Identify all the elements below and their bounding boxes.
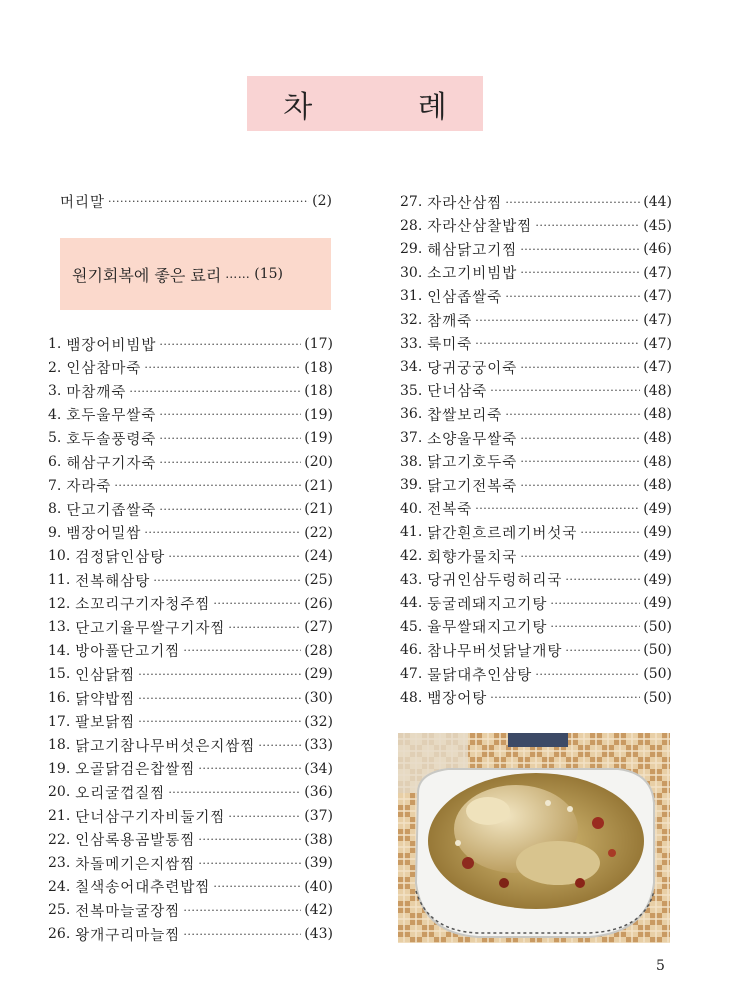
dot-leader	[505, 408, 640, 421]
toc-entry-number: 41.	[400, 524, 423, 541]
toc-entry-name: 룩미죽	[427, 337, 473, 354]
toc-entry-name: 뱀장어탕	[427, 691, 488, 708]
toc-entry-name: 호두솔풍령죽	[66, 431, 157, 448]
toc-entry-page: (2)	[312, 193, 332, 209]
dot-leader	[535, 219, 640, 232]
toc-entry-number: 7.	[48, 477, 62, 494]
toc-entry-number: 43.	[400, 571, 423, 588]
toc-entry-name: 인삼닭찜	[75, 667, 136, 684]
toc-entry[interactable]	[48, 711, 333, 733]
toc-entry-name: 전복마늘굴장찜	[75, 903, 181, 920]
dot-leader	[159, 456, 301, 469]
toc-entry-number: 6.	[48, 454, 62, 470]
toc-entry[interactable]	[400, 569, 672, 591]
toc-entry-page: (45)	[643, 217, 672, 234]
toc-entry[interactable]	[48, 899, 333, 921]
toc-entry[interactable]	[400, 639, 672, 661]
toc-entry[interactable]	[48, 333, 333, 355]
toc-entry[interactable]	[400, 309, 672, 331]
toc-entry-number: 18.	[48, 737, 71, 754]
toc-entry[interactable]	[400, 333, 672, 355]
toc-entry-page: (21)	[304, 501, 333, 518]
dot-leader	[475, 502, 640, 515]
toc-entry-number: 20.	[48, 784, 71, 801]
dish-photo	[398, 733, 670, 943]
toc-entry-name: 자라산삼찜	[427, 195, 503, 212]
toc-entry-name: 참나무버섯닭날개탕	[427, 643, 563, 660]
toc-entry-name: 소꼬리구기자청주찜	[75, 597, 211, 614]
toc-entry-page: (49)	[643, 571, 672, 588]
toc-entry-number: 19.	[48, 760, 71, 777]
toc-entry-page: (47)	[643, 335, 672, 352]
toc-entry-page: (49)	[643, 595, 672, 612]
toc-entry-page: (30)	[304, 690, 333, 706]
toc-entry-page: (48)	[643, 453, 672, 470]
dot-leader	[138, 715, 301, 728]
section-page: (15)	[254, 266, 284, 282]
toc-entry-page: (20)	[304, 454, 333, 470]
toc-entry-number: 45.	[400, 618, 423, 635]
toc-entry-number: 47.	[400, 666, 423, 682]
toc-entry-number: 13.	[48, 619, 71, 636]
toc-entry[interactable]	[400, 191, 672, 213]
toc-entry[interactable]	[48, 569, 333, 591]
toc-entry[interactable]	[400, 545, 672, 567]
toc-entry-page: (50)	[643, 689, 672, 706]
dot-leader	[505, 290, 640, 303]
toc-entry[interactable]	[400, 262, 672, 284]
toc-entry-name: 인삼좁쌀죽	[427, 289, 503, 306]
toc-entry-page: (24)	[304, 548, 333, 565]
toc-entry-name: 뱀장어비빔밥	[66, 337, 157, 354]
toc-entry-name: 찹쌀보리죽	[427, 407, 503, 424]
toc-entry-page: (21)	[304, 477, 333, 494]
toc-entry[interactable]	[48, 687, 333, 709]
dot-leader	[550, 597, 640, 610]
toc-entry-name: 단너삼죽	[427, 384, 488, 401]
toc-entry-page: (26)	[304, 595, 333, 612]
toc-entry-name: 당귀궁궁이죽	[427, 360, 518, 377]
toc-entry-page: (48)	[643, 406, 672, 423]
toc-entry-page: (22)	[304, 524, 333, 541]
toc-entry-number: 21.	[48, 808, 71, 824]
toc-entry[interactable]	[400, 451, 672, 473]
toc-entry-page: (40)	[304, 878, 333, 895]
toc-entry-number: 31.	[400, 288, 423, 305]
dot-leader	[520, 550, 640, 563]
dot-leader	[198, 833, 301, 846]
page-number: 5	[656, 958, 665, 974]
toc-entry-page: (50)	[643, 642, 672, 659]
toc-entry-name: 팔보닭찜	[75, 715, 136, 732]
toc-entry-number: 34.	[400, 359, 423, 376]
dot-leader	[159, 338, 301, 351]
toc-entry-number: 23.	[48, 855, 71, 872]
toc-entry[interactable]	[48, 380, 333, 402]
toc-entry-number: 40.	[400, 500, 423, 517]
toc-entry-page: (47)	[643, 312, 672, 328]
toc-entry[interactable]	[48, 758, 333, 780]
dot-leader	[183, 644, 301, 657]
toc-entry-name: 닭약밥찜	[75, 691, 136, 708]
toc-entry-page: (32)	[304, 713, 333, 730]
dot-leader	[153, 574, 301, 587]
toc-entry[interactable]	[400, 427, 672, 449]
toc-entry-number: 30.	[400, 264, 423, 281]
toc-entry-number: 1.	[48, 336, 62, 352]
page-title: 차 례	[283, 89, 495, 125]
toc-entry-number: 32.	[400, 312, 423, 328]
dot-leader	[144, 526, 301, 539]
dot-leader	[159, 503, 301, 516]
toc-entry-name: 자라죽	[66, 479, 112, 496]
toc-entry[interactable]	[48, 357, 333, 379]
toc-entry-page: (34)	[304, 760, 333, 777]
toc-entry-page: (17)	[304, 336, 333, 352]
toc-entry-name: 당귀인삼두렁허리국	[427, 573, 563, 590]
toc-entry[interactable]	[400, 592, 672, 614]
toc-entry-number: 33.	[400, 335, 423, 352]
dot-leader	[520, 479, 640, 492]
toc-entry[interactable]	[48, 404, 333, 426]
toc-entry-name: 소양울무쌀죽	[427, 431, 518, 448]
toc-entry[interactable]	[48, 734, 333, 756]
toc-entry-number: 16.	[48, 690, 71, 706]
toc-entry-page: (37)	[304, 808, 333, 824]
dot-leader	[490, 691, 640, 704]
toc-entry-name: 율무쌀돼지고기탕	[427, 620, 548, 637]
toc-entry-number: 46.	[400, 642, 423, 659]
toc-entry-name: 단고기율무쌀구기자찜	[75, 620, 226, 637]
toc-entry[interactable]	[48, 876, 333, 898]
toc-entry-name: 참깨죽	[427, 313, 473, 330]
toc-entry-page: (46)	[643, 241, 672, 258]
toc-entry-page: (43)	[304, 926, 333, 942]
dot-leader	[198, 857, 301, 870]
toc-entry-number: 9.	[48, 524, 62, 541]
toc-entry[interactable]	[48, 923, 333, 945]
toc-entry-name: 검정닭인삼탕	[75, 549, 166, 566]
toc-entry-number: 24.	[48, 878, 71, 895]
toc-entry-page: (47)	[643, 288, 672, 305]
toc-entry-page: (48)	[643, 430, 672, 446]
toc-entry-name: 호두울무쌀죽	[66, 408, 157, 425]
toc-entry-number: 17.	[48, 713, 71, 730]
dot-leader	[144, 361, 301, 374]
section-title: 원기회복에 좋은 료리	[72, 265, 222, 285]
toc-entry-name: 인삼록용곰발통찜	[75, 833, 196, 850]
title-box	[247, 76, 495, 131]
toc-entry-number: 14.	[48, 642, 71, 659]
toc-entry-name: 닭고기전복죽	[427, 478, 518, 495]
dot-leader	[520, 432, 640, 445]
section-dot-leader: ……	[225, 267, 251, 281]
toc-entry-page: (48)	[643, 477, 672, 494]
dot-leader	[228, 621, 301, 634]
toc-entry-number: 11.	[48, 572, 71, 588]
toc-entry-number: 10.	[48, 548, 71, 565]
dot-leader	[258, 739, 301, 752]
toc-entry[interactable]	[48, 498, 333, 520]
toc-entry-name: 물닭대추인삼탕	[427, 667, 533, 684]
dot-leader	[475, 337, 640, 350]
dot-leader	[520, 266, 640, 279]
toc-entry[interactable]	[400, 403, 672, 425]
toc-entry-name: 닭고기호두죽	[427, 455, 518, 472]
toc-entry-name: 자라산삼찰밥찜	[427, 219, 533, 236]
dot-leader	[228, 810, 301, 823]
toc-entry-name: 소고기비빔밥	[427, 266, 518, 283]
toc-entry-name: 단너삼구기자비둘기찜	[75, 809, 226, 826]
toc-entry-page: (19)	[304, 430, 333, 447]
dot-leader	[565, 573, 640, 586]
toc-entry[interactable]	[400, 687, 672, 709]
dot-leader	[159, 408, 301, 421]
toc-entry-number: 25.	[48, 902, 71, 919]
dot-leader	[520, 243, 640, 256]
toc-entry-page: (47)	[643, 359, 672, 376]
dot-leader	[520, 455, 640, 468]
toc-entry[interactable]	[48, 616, 333, 638]
dish-photo-illustration	[398, 733, 670, 943]
toc-entry[interactable]	[48, 663, 333, 685]
toc-entry-number: 36.	[400, 406, 423, 423]
toc-entry-number: 2.	[48, 359, 62, 376]
toc-entry-page: (28)	[304, 642, 333, 659]
toc-entry-page: (49)	[643, 524, 672, 541]
dot-leader	[550, 620, 640, 633]
toc-entry-page: (47)	[643, 264, 672, 281]
toc-entry-page: (36)	[304, 784, 333, 801]
toc-entry-page: (18)	[304, 359, 333, 376]
toc-entry-preface[interactable]	[60, 190, 332, 212]
toc-entry-name: 단고기좁쌀죽	[66, 502, 157, 519]
dot-leader	[168, 786, 301, 799]
toc-entry-name: 오리굴껍질찜	[75, 785, 166, 802]
toc-entry-page: (29)	[304, 666, 333, 683]
dot-leader	[168, 550, 301, 563]
toc-entry-page: (25)	[304, 572, 333, 588]
toc-entry-name: 마참깨죽	[66, 384, 127, 401]
toc-entry[interactable]	[400, 474, 672, 496]
dot-leader	[108, 195, 309, 208]
toc-entry[interactable]	[48, 475, 333, 497]
toc-entry-page: (39)	[304, 855, 333, 872]
toc-entry-number: 37.	[400, 430, 423, 446]
toc-entry-page: (50)	[643, 666, 672, 682]
toc-entry-page: (50)	[643, 618, 672, 635]
toc-entry-number: 29.	[400, 241, 423, 258]
dot-leader	[138, 692, 301, 705]
toc-entry-name: 해삼닭고기찜	[427, 242, 518, 259]
dot-leader	[129, 385, 301, 398]
toc-entry[interactable]	[48, 781, 333, 803]
toc-entry-number: 39.	[400, 477, 423, 494]
toc-entry[interactable]	[48, 829, 333, 851]
dot-leader	[505, 196, 640, 209]
toc-entry[interactable]	[48, 805, 333, 827]
toc-entry-page: (44)	[643, 194, 672, 210]
toc-entry[interactable]	[48, 451, 333, 473]
toc-entry[interactable]	[400, 616, 672, 638]
toc-entry-number: 28.	[400, 217, 423, 234]
dot-leader	[159, 432, 301, 445]
toc-entry-number: 38.	[400, 453, 423, 470]
toc-entry-page: (49)	[643, 548, 672, 564]
toc-entry[interactable]	[400, 663, 672, 685]
toc-entry[interactable]	[48, 427, 333, 449]
dot-leader	[213, 880, 301, 893]
toc-entry-name: 닭고기참나무버섯은지쌈찜	[75, 738, 256, 755]
toc-entry[interactable]	[400, 215, 672, 237]
toc-entry-name: 전복해삼탕	[75, 573, 151, 590]
toc-entry-name: 닭간흰흐르레기버섯국	[427, 525, 578, 542]
toc-entry-number: 5.	[48, 430, 62, 447]
dot-leader	[535, 668, 640, 681]
toc-entry-number: 35.	[400, 382, 423, 399]
toc-entry-number: 8.	[48, 501, 62, 518]
toc-entry-name: 전복죽	[427, 502, 473, 519]
dot-leader	[138, 668, 301, 681]
toc-entry-name: 머리말	[60, 194, 106, 211]
toc-entry[interactable]	[48, 593, 333, 615]
section-header[interactable]	[60, 238, 331, 310]
dot-leader	[183, 904, 301, 917]
toc-entry-name: 칠색송어대추련밥찜	[75, 880, 211, 897]
toc-entry-name: 차돌메기은지쌈찜	[75, 856, 196, 873]
toc-entry[interactable]	[48, 545, 333, 567]
dot-leader	[580, 526, 640, 539]
toc-entry[interactable]	[48, 852, 333, 874]
toc-entry-name: 해삼구기자죽	[66, 455, 157, 472]
toc-entry-page: (38)	[304, 831, 333, 848]
toc-entry-name: 회향가물치국	[427, 549, 518, 566]
toc-entry-number: 12.	[48, 595, 71, 612]
toc-entry-number: 48.	[400, 689, 423, 706]
toc-entry-page: (27)	[304, 619, 333, 636]
dot-leader	[520, 361, 640, 374]
toc-entry-name: 인삼참마죽	[66, 361, 142, 378]
toc-entry[interactable]	[400, 498, 672, 520]
toc-entry-name: 왕개구리마늘찜	[75, 927, 181, 944]
toc-entry-number: 3.	[48, 383, 62, 400]
toc-entry[interactable]	[400, 380, 672, 402]
toc-entry-name: 방아풀단고기찜	[75, 644, 181, 661]
dot-leader	[198, 762, 301, 775]
toc-entry[interactable]	[400, 238, 672, 260]
toc-entry-number: 44.	[400, 595, 423, 612]
toc-entry-page: (18)	[304, 383, 333, 400]
dot-leader	[475, 314, 640, 327]
toc-entry-number: 42.	[400, 548, 423, 564]
toc-entry-page: (19)	[304, 406, 333, 423]
toc-entry[interactable]	[400, 356, 672, 378]
toc-entry[interactable]	[400, 285, 672, 307]
toc-entry-number: 15.	[48, 666, 71, 683]
dot-leader	[213, 597, 301, 610]
toc-entry-number: 27.	[400, 194, 423, 210]
dot-leader	[114, 479, 301, 492]
toc-entry-number: 4.	[48, 406, 62, 423]
toc-entry-number: 26.	[48, 926, 71, 942]
toc-entry-page: (49)	[643, 500, 672, 517]
dot-leader	[183, 928, 301, 941]
toc-entry-name: 뱀장어밀쌈	[66, 526, 142, 543]
dot-leader	[565, 644, 640, 657]
toc-entry[interactable]	[400, 521, 672, 543]
toc-entry[interactable]	[48, 640, 333, 662]
toc-entry-page: (42)	[304, 902, 333, 919]
toc-entry-page: (48)	[643, 382, 672, 399]
toc-entry-page: (33)	[304, 737, 333, 754]
toc-entry-name: 오골닭검은찹쌀찜	[75, 762, 196, 779]
toc-entry-name: 둥굴레돼지고기탕	[427, 596, 548, 613]
toc-entry-number: 22.	[48, 831, 71, 848]
toc-entry[interactable]	[48, 522, 333, 544]
dot-leader	[490, 384, 640, 397]
